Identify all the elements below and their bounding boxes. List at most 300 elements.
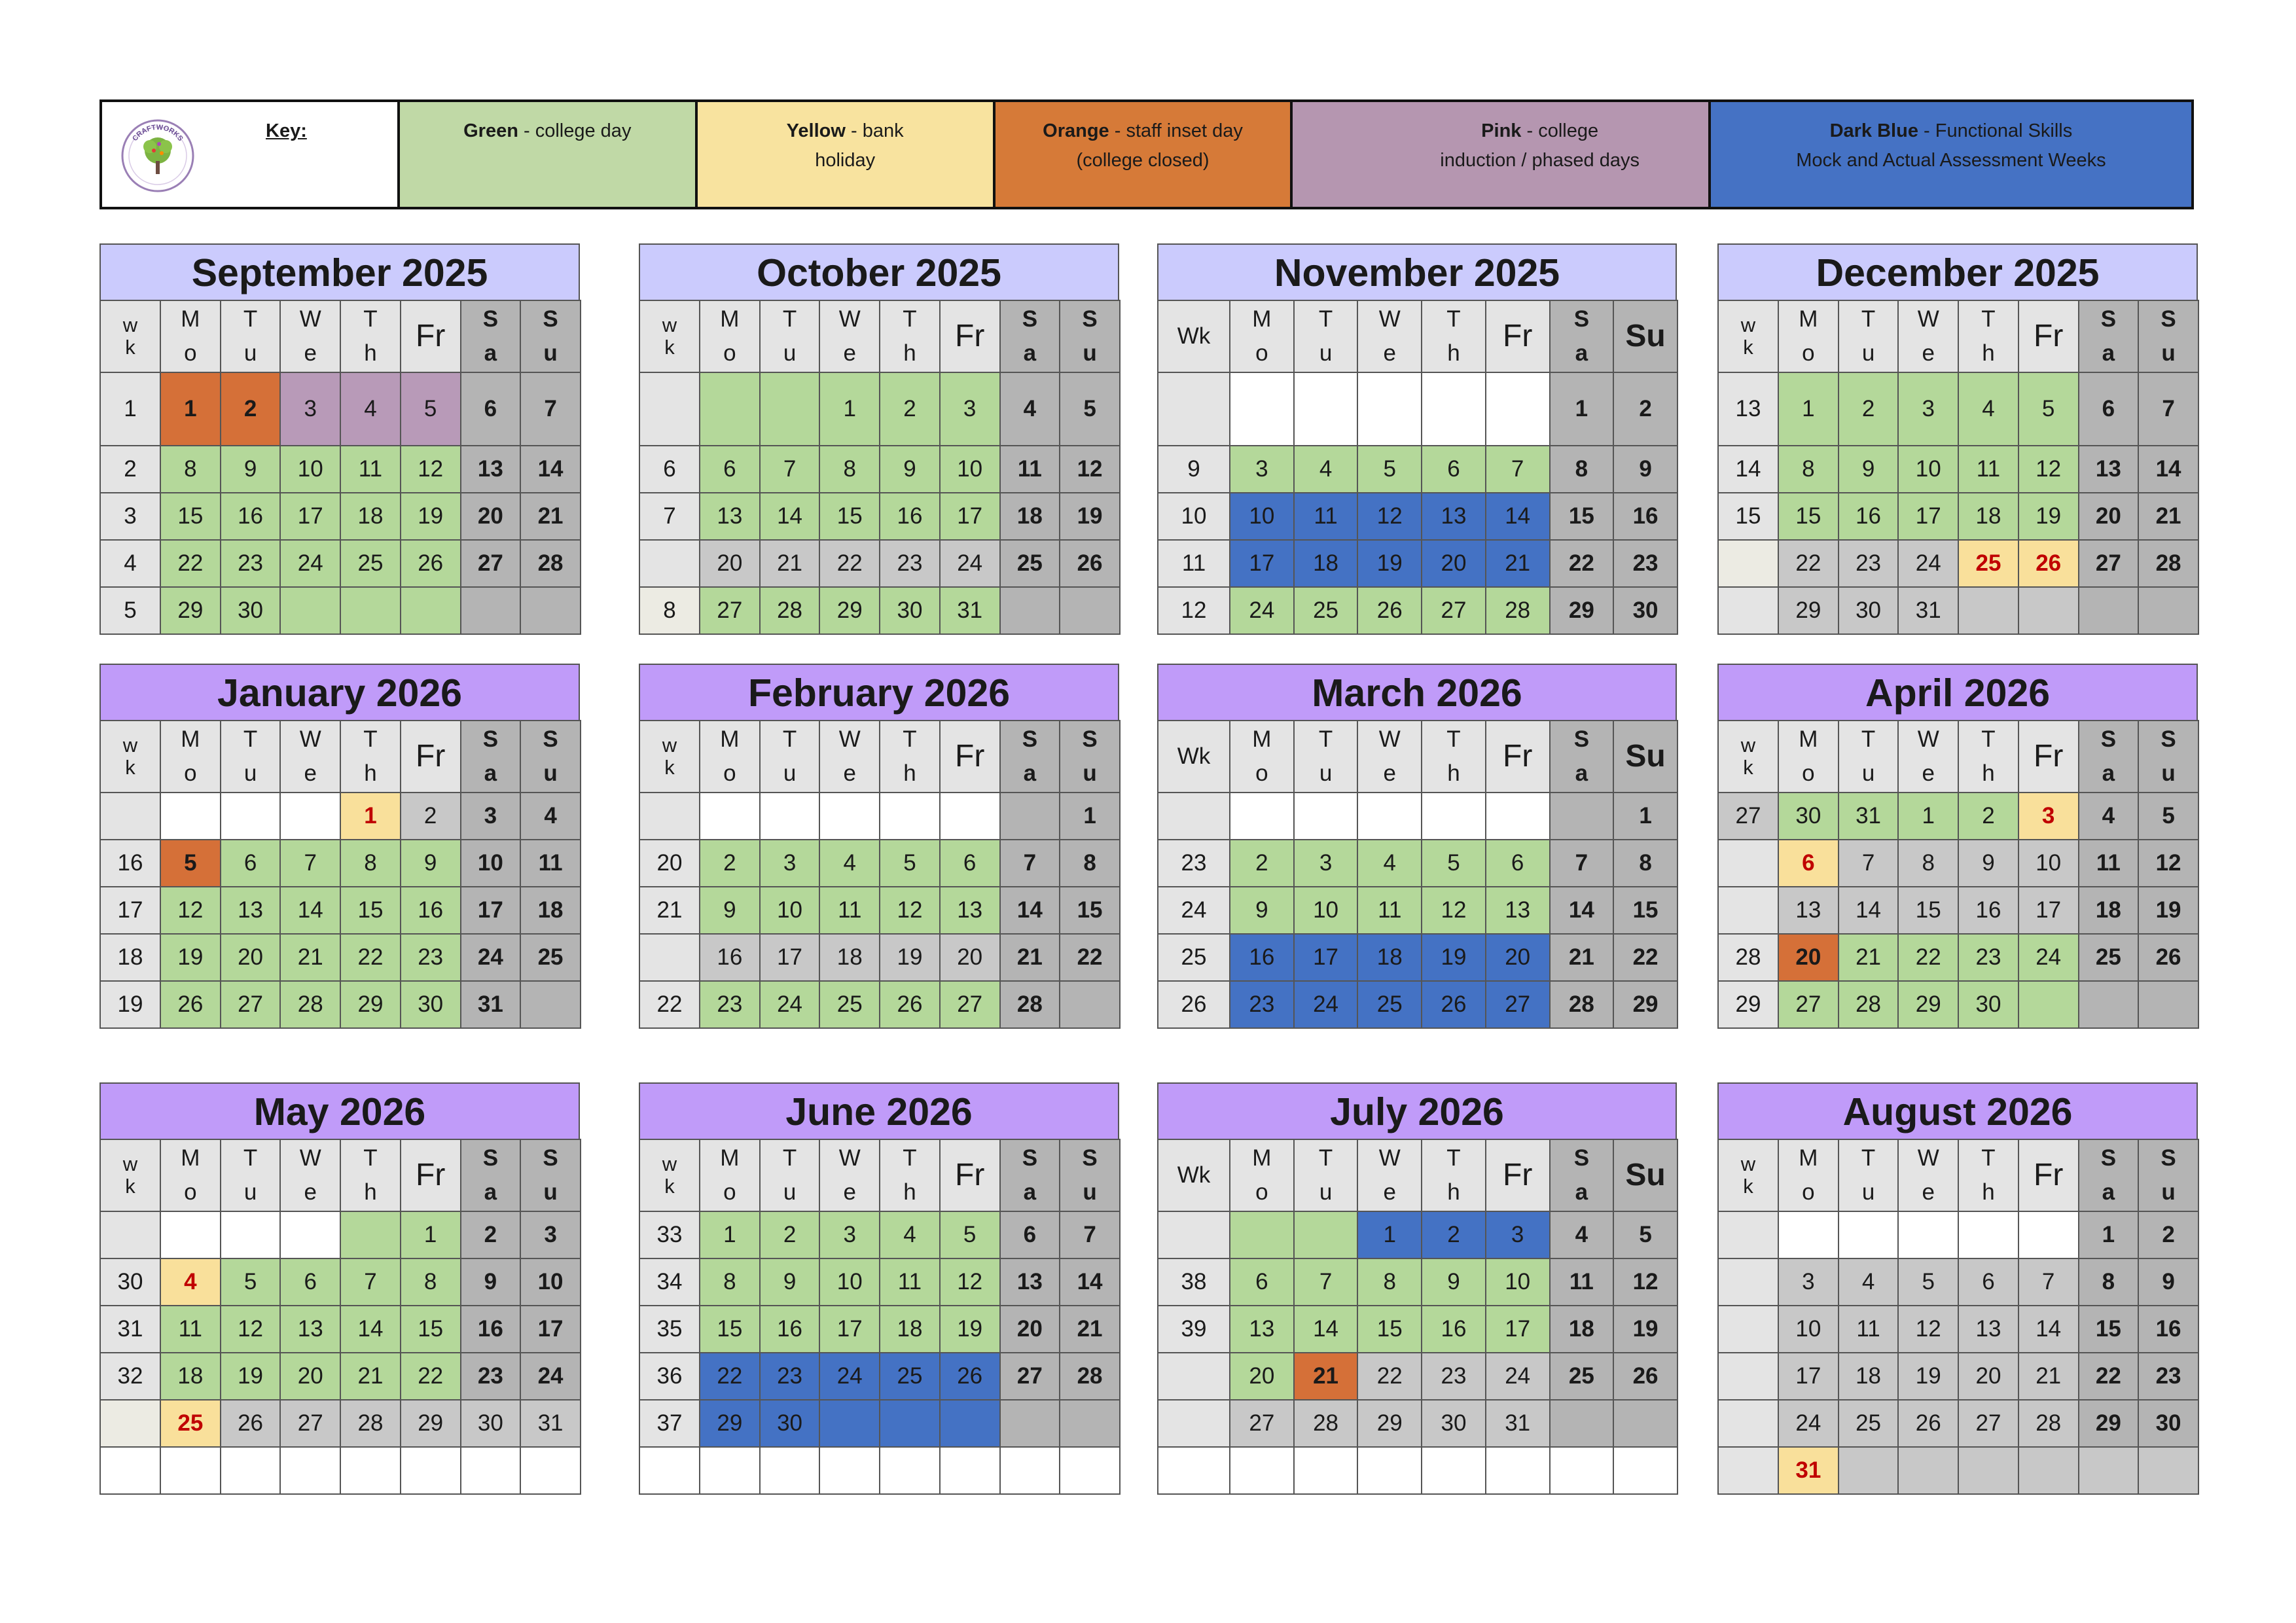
day-cell: 26	[160, 981, 221, 1028]
day-header-th: T h	[880, 1139, 940, 1211]
day-cell: 7	[1839, 840, 1899, 887]
day-cell: 9	[700, 887, 760, 934]
day-cell: 13	[280, 1306, 340, 1353]
day-cell	[280, 1211, 340, 1258]
day-cell	[160, 793, 221, 840]
day-cell	[1230, 1211, 1294, 1258]
day-cell: 17	[1486, 1306, 1550, 1353]
day-cell	[1357, 372, 1422, 446]
week-row	[1718, 446, 2198, 493]
day-header-mo: M o	[1778, 721, 1839, 793]
day-header-fr: Fr	[2018, 1139, 2079, 1211]
day-cell: 31	[461, 981, 521, 1028]
day-header-we: W e	[280, 300, 340, 372]
month-november-2025	[1157, 243, 1677, 635]
day-cell: 11	[1958, 446, 2018, 493]
day-cell: 2	[1422, 1211, 1486, 1258]
day-cell	[700, 793, 760, 840]
day-cell	[819, 793, 880, 840]
week-row	[100, 840, 581, 887]
week-number: 13	[1718, 372, 1778, 446]
day-cell: 29	[1778, 587, 1839, 634]
day-cell: 12	[2018, 446, 2079, 493]
month-title: July 2026	[1157, 1082, 1677, 1139]
day-cell: 10	[2018, 840, 2079, 887]
day-cell: 31	[1839, 793, 1899, 840]
week-number: 36	[639, 1353, 700, 1400]
week-row	[1158, 840, 1677, 887]
day-cell: 15	[1060, 887, 1120, 934]
week-row	[100, 934, 581, 981]
month-table	[1157, 1139, 1678, 1495]
day-cell: 12	[221, 1306, 281, 1353]
week-number	[1158, 1447, 1230, 1494]
day-cell: 10	[1778, 1306, 1839, 1353]
day-header-sa: S a	[1550, 721, 1614, 793]
day-header-tu: T u	[221, 300, 281, 372]
day-cell: 26	[1357, 587, 1422, 634]
day-cell	[1958, 587, 2018, 634]
day-cell: 15	[819, 493, 880, 540]
day-header-sa: S a	[1550, 300, 1614, 372]
day-cell: 23	[1613, 540, 1677, 587]
day-cell: 12	[1060, 446, 1120, 493]
day-header-we: W e	[1357, 1139, 1422, 1211]
day-cell	[760, 793, 820, 840]
day-cell: 3	[1778, 1258, 1839, 1306]
day-cell	[160, 1211, 221, 1258]
week-number: 5	[100, 587, 160, 634]
day-cell: 10	[760, 887, 820, 934]
week-header: Wk	[1158, 300, 1230, 372]
week-number: 3	[100, 493, 160, 540]
day-cell: 3	[760, 840, 820, 887]
day-cell	[1060, 1400, 1120, 1447]
week-row	[639, 934, 1120, 981]
day-header-su: S u	[1060, 300, 1120, 372]
day-cell: 1	[1898, 793, 1958, 840]
day-cell: 29	[1357, 1400, 1422, 1447]
day-cell: 5	[1422, 840, 1486, 887]
day-cell: 22	[819, 540, 880, 587]
day-cell: 7	[1294, 1258, 1358, 1306]
day-cell: 19	[160, 934, 221, 981]
week-row	[639, 793, 1120, 840]
day-cell: 28	[280, 981, 340, 1028]
day-cell: 30	[1778, 793, 1839, 840]
week-row	[100, 1400, 581, 1447]
day-header-fr: Fr	[401, 721, 461, 793]
week-number: 7	[639, 493, 700, 540]
day-cell	[1000, 793, 1060, 840]
week-row	[1718, 540, 2198, 587]
day-cell	[2018, 981, 2079, 1028]
day-cell: 22	[160, 540, 221, 587]
day-cell	[1486, 372, 1550, 446]
day-cell: 20	[940, 934, 1000, 981]
key-label-cell	[102, 102, 400, 207]
week-row	[1718, 1447, 2198, 1494]
week-row	[1158, 1258, 1677, 1306]
day-cell: 21	[2018, 1353, 2079, 1400]
day-header-sa: S a	[461, 721, 521, 793]
day-cell: 31	[1898, 587, 1958, 634]
day-cell: 18	[1294, 540, 1358, 587]
week-row	[100, 793, 581, 840]
day-cell: 19	[1357, 540, 1422, 587]
month-title: June 2026	[639, 1082, 1119, 1139]
day-cell: 11	[340, 446, 401, 493]
day-cell: 5	[2018, 372, 2079, 446]
week-number: 35	[639, 1306, 700, 1353]
day-cell: 21	[1839, 934, 1899, 981]
week-number	[1718, 1306, 1778, 1353]
day-cell: 11	[1839, 1306, 1899, 1353]
week-row	[1158, 1353, 1677, 1400]
day-cell	[1958, 1211, 2018, 1258]
day-cell	[1294, 1211, 1358, 1258]
day-cell	[1422, 793, 1486, 840]
day-cell: 4	[340, 372, 401, 446]
day-cell: 2	[1613, 372, 1677, 446]
day-cell: 22	[1357, 1353, 1422, 1400]
day-cell: 25	[1958, 540, 2018, 587]
week-row	[1158, 793, 1677, 840]
day-cell: 3	[1294, 840, 1358, 887]
day-cell	[1550, 1400, 1614, 1447]
day-cell: 8	[1898, 840, 1958, 887]
day-cell: 27	[280, 1400, 340, 1447]
day-cell: 27	[2079, 540, 2139, 587]
day-cell: 10	[461, 840, 521, 887]
week-number: 27	[1718, 793, 1778, 840]
day-cell: 8	[700, 1258, 760, 1306]
day-header-we: W e	[1357, 300, 1422, 372]
week-row	[1718, 1258, 2198, 1306]
day-cell: 18	[520, 887, 581, 934]
day-cell: 24	[461, 934, 521, 981]
day-cell: 14	[1550, 887, 1614, 934]
day-cell	[1839, 1447, 1899, 1494]
day-cell: 30	[1613, 587, 1677, 634]
day-cell: 13	[221, 887, 281, 934]
day-cell: 6	[700, 446, 760, 493]
day-cell: 24	[1294, 981, 1358, 1028]
day-cell: 8	[2079, 1258, 2139, 1306]
day-cell: 27	[700, 587, 760, 634]
day-cell	[1000, 587, 1060, 634]
day-header-th: T h	[340, 1139, 401, 1211]
day-cell: 11	[1550, 1258, 1614, 1306]
day-cell: 16	[2138, 1306, 2198, 1353]
day-header-fr: Fr	[1486, 1139, 1550, 1211]
day-cell: 16	[700, 934, 760, 981]
day-cell: 31	[520, 1400, 581, 1447]
week-header: w k	[1718, 721, 1778, 793]
day-header-sa: S a	[461, 300, 521, 372]
week-row	[639, 840, 1120, 887]
day-cell: 20	[1778, 934, 1839, 981]
day-cell: 3	[1486, 1211, 1550, 1258]
day-header-fr: Fr	[401, 300, 461, 372]
day-header-mo: M o	[1778, 300, 1839, 372]
day-cell: 25	[1839, 1400, 1899, 1447]
week-row	[100, 887, 581, 934]
week-number	[100, 1447, 160, 1494]
day-cell: 16	[880, 493, 940, 540]
day-cell: 26	[1422, 981, 1486, 1028]
day-cell	[2079, 1447, 2139, 1494]
day-header-we: W e	[1357, 721, 1422, 793]
day-header-we: W e	[819, 1139, 880, 1211]
week-row	[1718, 372, 2198, 446]
day-cell: 14	[1294, 1306, 1358, 1353]
day-cell: 17	[819, 1306, 880, 1353]
week-row	[100, 446, 581, 493]
day-cell: 21	[1000, 934, 1060, 981]
day-cell	[1060, 1447, 1120, 1494]
day-cell: 18	[819, 934, 880, 981]
day-cell: 25	[1294, 587, 1358, 634]
day-cell: 7	[1060, 1211, 1120, 1258]
week-number	[1158, 1353, 1230, 1400]
day-cell: 1	[1778, 372, 1839, 446]
week-row	[1158, 372, 1677, 446]
day-cell: 10	[819, 1258, 880, 1306]
day-cell: 25	[819, 981, 880, 1028]
day-header-mo: M o	[700, 721, 760, 793]
day-cell: 24	[280, 540, 340, 587]
day-header-su: Su	[1613, 1139, 1677, 1211]
day-cell	[819, 1400, 880, 1447]
key-yellow-bank-holiday: Yellow - bank holiday	[698, 102, 996, 207]
day-cell: 4	[160, 1258, 221, 1306]
day-cell: 17	[2018, 887, 2079, 934]
month-table	[639, 1139, 1121, 1495]
week-number	[639, 540, 700, 587]
day-cell	[1898, 1447, 1958, 1494]
month-table	[99, 1139, 581, 1495]
day-cell: 11	[1357, 887, 1422, 934]
day-cell: 10	[1898, 446, 1958, 493]
week-number: 6	[639, 446, 700, 493]
week-number: 18	[100, 934, 160, 981]
day-cell: 10	[1486, 1258, 1550, 1306]
day-cell	[2138, 981, 2198, 1028]
week-row	[1718, 840, 2198, 887]
week-row	[100, 493, 581, 540]
day-cell: 8	[1357, 1258, 1422, 1306]
day-cell: 18	[340, 493, 401, 540]
week-row	[1718, 587, 2198, 634]
day-cell	[1898, 1211, 1958, 1258]
day-cell: 5	[2138, 793, 2198, 840]
week-number	[1158, 1400, 1230, 1447]
week-row	[100, 587, 581, 634]
day-cell: 7	[1000, 840, 1060, 887]
week-row	[639, 1258, 1120, 1306]
day-cell: 12	[2138, 840, 2198, 887]
day-cell: 13	[1958, 1306, 2018, 1353]
day-cell: 2	[221, 372, 281, 446]
day-cell: 30	[760, 1400, 820, 1447]
day-cell: 28	[2138, 540, 2198, 587]
day-cell: 30	[1958, 981, 2018, 1028]
day-cell: 5	[221, 1258, 281, 1306]
day-cell	[2079, 587, 2139, 634]
day-header-su: S u	[520, 1139, 581, 1211]
week-row	[639, 446, 1120, 493]
day-cell	[1486, 1447, 1550, 1494]
week-number	[1718, 887, 1778, 934]
week-number	[1718, 1211, 1778, 1258]
day-cell: 7	[280, 840, 340, 887]
day-cell: 20	[1486, 934, 1550, 981]
day-cell: 3	[461, 793, 521, 840]
day-cell: 11	[520, 840, 581, 887]
day-cell: 23	[760, 1353, 820, 1400]
day-cell	[1294, 1447, 1358, 1494]
day-cell: 17	[1898, 493, 1958, 540]
day-cell	[1550, 793, 1614, 840]
day-cell: 9	[401, 840, 461, 887]
day-header-su: S u	[2138, 1139, 2198, 1211]
week-number: 14	[1718, 446, 1778, 493]
day-cell: 29	[1613, 981, 1677, 1028]
day-cell: 3	[520, 1211, 581, 1258]
day-header-tu: T u	[1839, 721, 1899, 793]
week-row	[639, 887, 1120, 934]
day-cell: 9	[1230, 887, 1294, 934]
month-table	[1717, 1139, 2199, 1495]
day-cell: 5	[1613, 1211, 1677, 1258]
week-row	[100, 1447, 581, 1494]
day-header-su: S u	[1060, 721, 1120, 793]
week-row	[1158, 981, 1677, 1028]
week-number	[1718, 840, 1778, 887]
day-cell: 18	[2079, 887, 2139, 934]
month-table	[99, 300, 581, 635]
month-title: September 2025	[99, 243, 580, 300]
day-cell: 6	[1422, 446, 1486, 493]
day-cell: 2	[1839, 372, 1899, 446]
day-cell: 15	[401, 1306, 461, 1353]
week-row	[639, 493, 1120, 540]
week-number: 26	[1158, 981, 1230, 1028]
week-number: 15	[1718, 493, 1778, 540]
day-cell: 1	[340, 793, 401, 840]
day-cell: 25	[1550, 1353, 1614, 1400]
day-cell: 20	[461, 493, 521, 540]
day-cell: 3	[940, 372, 1000, 446]
day-cell	[1613, 1447, 1677, 1494]
day-cell: 12	[1422, 887, 1486, 934]
month-title: January 2026	[99, 664, 580, 720]
day-header-we: W e	[819, 721, 880, 793]
day-cell	[1958, 1447, 2018, 1494]
day-cell: 1	[1060, 793, 1120, 840]
day-cell	[401, 587, 461, 634]
day-cell	[1230, 793, 1294, 840]
day-header-th: T h	[1422, 300, 1486, 372]
day-header-th: T h	[1958, 721, 2018, 793]
day-cell: 25	[160, 1400, 221, 1447]
week-number: 32	[100, 1353, 160, 1400]
day-cell: 14	[1000, 887, 1060, 934]
week-number: 10	[1158, 493, 1230, 540]
week-row	[1158, 446, 1677, 493]
day-cell	[1357, 1447, 1422, 1494]
day-cell: 12	[401, 446, 461, 493]
week-row	[1718, 1211, 2198, 1258]
day-cell: 27	[1230, 1400, 1294, 1447]
day-cell: 21	[520, 493, 581, 540]
day-cell: 27	[221, 981, 281, 1028]
day-cell: 23	[461, 1353, 521, 1400]
day-cell: 20	[2079, 493, 2139, 540]
day-cell: 26	[2018, 540, 2079, 587]
day-cell: 15	[1357, 1306, 1422, 1353]
month-title: August 2026	[1717, 1082, 2198, 1139]
day-cell: 6	[221, 840, 281, 887]
week-number: 4	[100, 540, 160, 587]
day-cell: 19	[1422, 934, 1486, 981]
day-cell: 16	[461, 1306, 521, 1353]
day-cell	[2138, 1447, 2198, 1494]
day-header-fr: Fr	[2018, 300, 2079, 372]
day-cell: 9	[2138, 1258, 2198, 1306]
day-cell: 6	[1230, 1258, 1294, 1306]
day-cell: 8	[401, 1258, 461, 1306]
day-cell: 5	[1357, 446, 1422, 493]
day-cell: 1	[1613, 793, 1677, 840]
day-cell: 14	[280, 887, 340, 934]
day-cell	[700, 1447, 760, 1494]
day-cell	[819, 1447, 880, 1494]
day-cell	[880, 1447, 940, 1494]
day-cell	[221, 793, 281, 840]
day-cell: 6	[940, 840, 1000, 887]
day-header-tu: T u	[221, 1139, 281, 1211]
month-may-2026	[99, 1082, 580, 1495]
day-cell: 18	[1958, 493, 2018, 540]
day-cell	[760, 372, 820, 446]
day-cell: 17	[520, 1306, 581, 1353]
day-cell	[1294, 372, 1358, 446]
week-row	[639, 587, 1120, 634]
day-cell: 13	[1778, 887, 1839, 934]
week-header: w k	[639, 1139, 700, 1211]
day-cell	[2079, 981, 2139, 1028]
day-header-sa: S a	[1000, 300, 1060, 372]
week-row	[100, 1258, 581, 1306]
day-cell: 23	[2138, 1353, 2198, 1400]
day-cell: 26	[401, 540, 461, 587]
day-cell: 13	[700, 493, 760, 540]
month-february-2026	[639, 664, 1119, 1029]
week-row	[639, 372, 1120, 446]
day-cell: 30	[221, 587, 281, 634]
day-cell: 4	[1839, 1258, 1899, 1306]
week-number: 23	[1158, 840, 1230, 887]
day-cell: 23	[1230, 981, 1294, 1028]
day-cell: 25	[880, 1353, 940, 1400]
day-cell	[2018, 1447, 2079, 1494]
day-cell: 7	[760, 446, 820, 493]
week-number: 33	[639, 1211, 700, 1258]
day-cell: 24	[760, 981, 820, 1028]
day-cell: 30	[401, 981, 461, 1028]
